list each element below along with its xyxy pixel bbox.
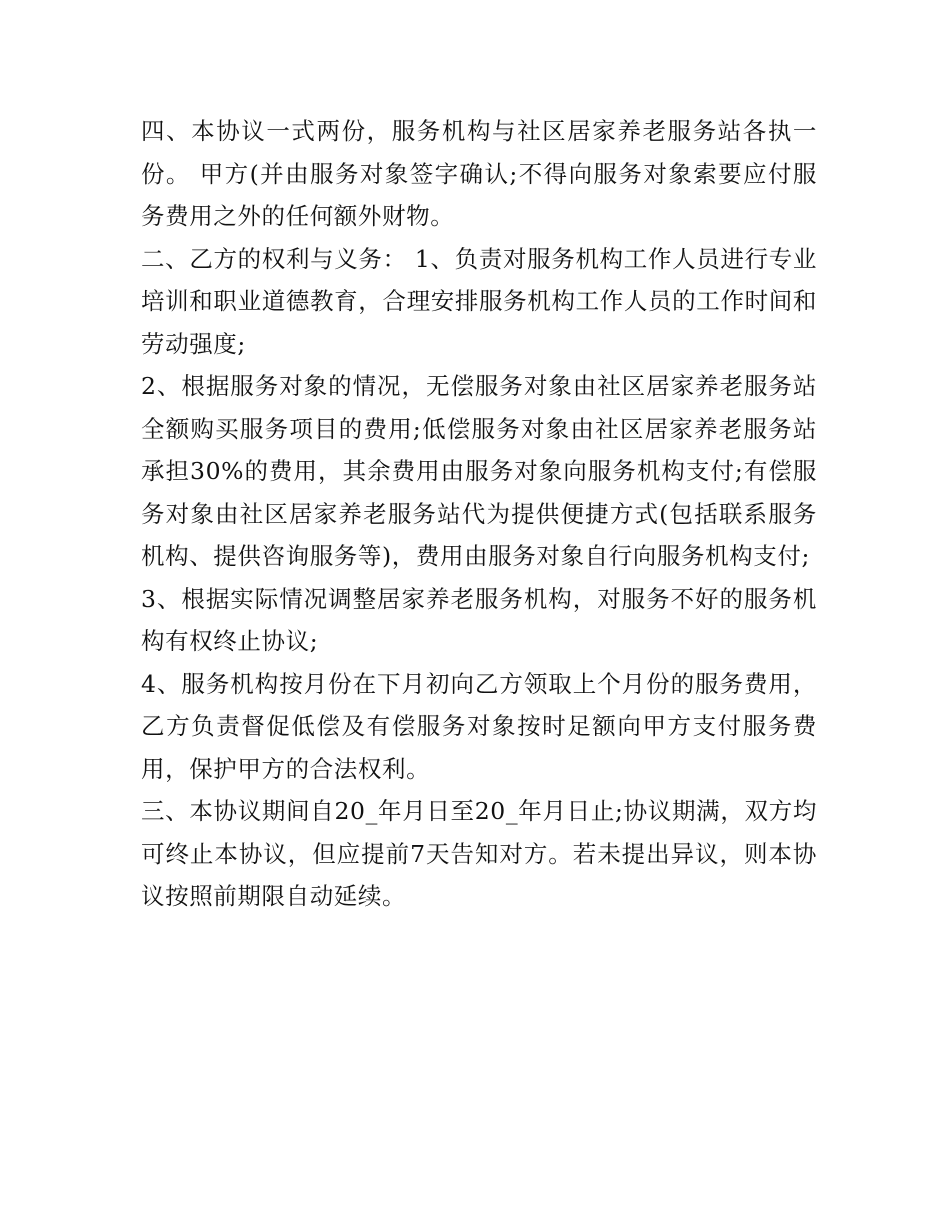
- document-body: [141, 110, 817, 918]
- paragraph-item-2-fees: 2、根据服务对象的情况，无偿服务对象由社区居家养老服务站全额购买服务项目的费用;低偿服务对象由社区居家养老服务站承担30%的费用，其余费用由服务对象向服务机构支付;有偿服务对象由社区居家养老服务站代为提供便捷方式(包括联系服务机构、提供咨询服务等)，费用由服务对象自行向服务机构支付;: [141, 372, 817, 570]
- paragraph-clause-4-copies: 四、本协议一式两份，服务机构与社区居家养老服务站各执一份。 甲方(并由服务对象签字确认;不得向服务对象索要应付服务费用之外的任何额外财物。: [141, 117, 817, 230]
- paragraph-item-4-payment: 4、服务机构按月份在下月初向乙方领取上个月份的服务费用，乙方负责督促低偿及有偿服务对象按时足额向甲方支付服务费用，保护甲方的合法权利。: [141, 669, 817, 783]
- paragraph-clause-3-term: 三、本协议期间自20_年月日至20_年月日止;协议期满，双方均可终止本协议，但应提前7天告知对方。若未提出异议，则本协议按照前期限自动延续。: [141, 797, 817, 910]
- paragraph-item-3-adjust: 3、根据实际情况调整居家养老服务机构，对服务不好的服务机构有权终止协议;: [141, 584, 817, 655]
- paragraph-party-b-rights: 二、乙方的权利与义务： 1、负责对服务机构工作人员进行专业培训和职业道德教育，合理安排服务机构工作人员的工作时间和劳动强度;: [141, 244, 817, 358]
